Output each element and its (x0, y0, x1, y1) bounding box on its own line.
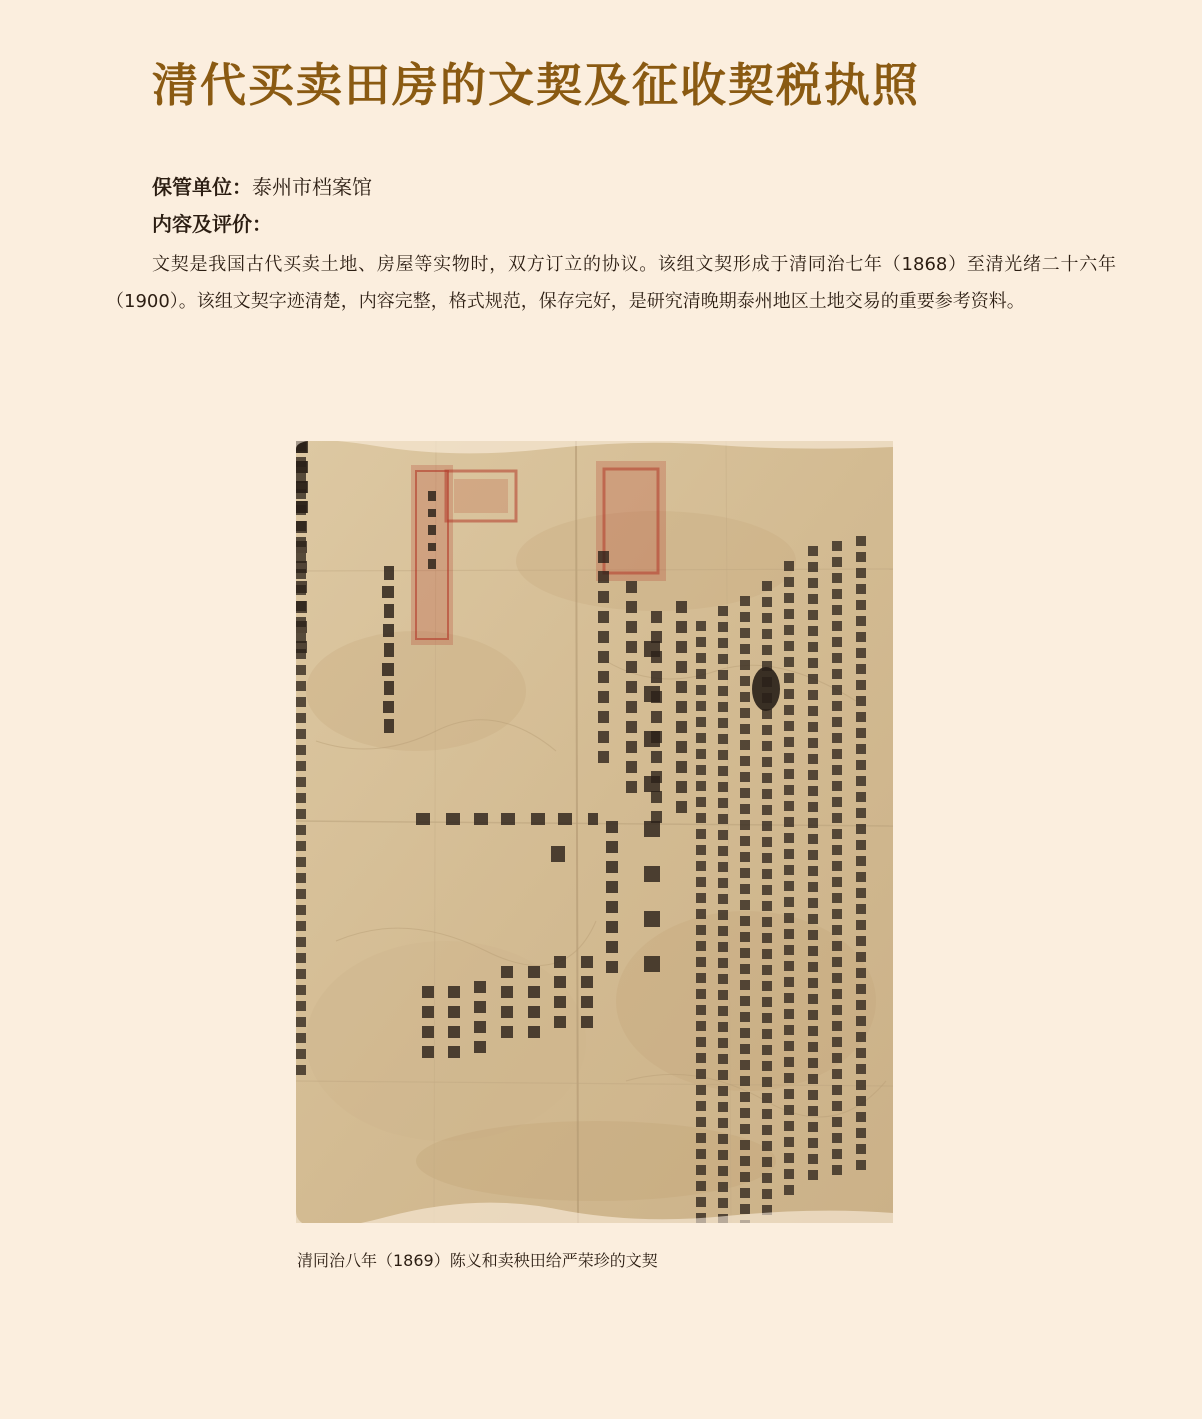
description-paragraph: 文契是我国古代买卖土地、房屋等实物时，双方订立的协议。该组文契形成于清同治七年（1868）至清光绪二十六年（1900）。该组文契字迹清楚，内容完整，格式规范，保存完好，是研究清晚期泰州地区土地交易的重要参考资料。 (106, 254, 1116, 312)
content-evaluation-row (152, 211, 272, 237)
content-evaluation-label: 内容及评价： (152, 212, 272, 236)
contract-document-image (296, 441, 893, 1223)
figure-caption: 清同治八年（1869）陈义和卖秧田给严荣珍的文契 (297, 1251, 658, 1270)
custodian-label: 保管单位： (152, 175, 252, 199)
custodian-row (152, 174, 372, 200)
custodian-value: 泰州市档案馆 (252, 175, 372, 199)
page-title: 清代买卖田房的文契及征收契税执照 (152, 58, 920, 112)
